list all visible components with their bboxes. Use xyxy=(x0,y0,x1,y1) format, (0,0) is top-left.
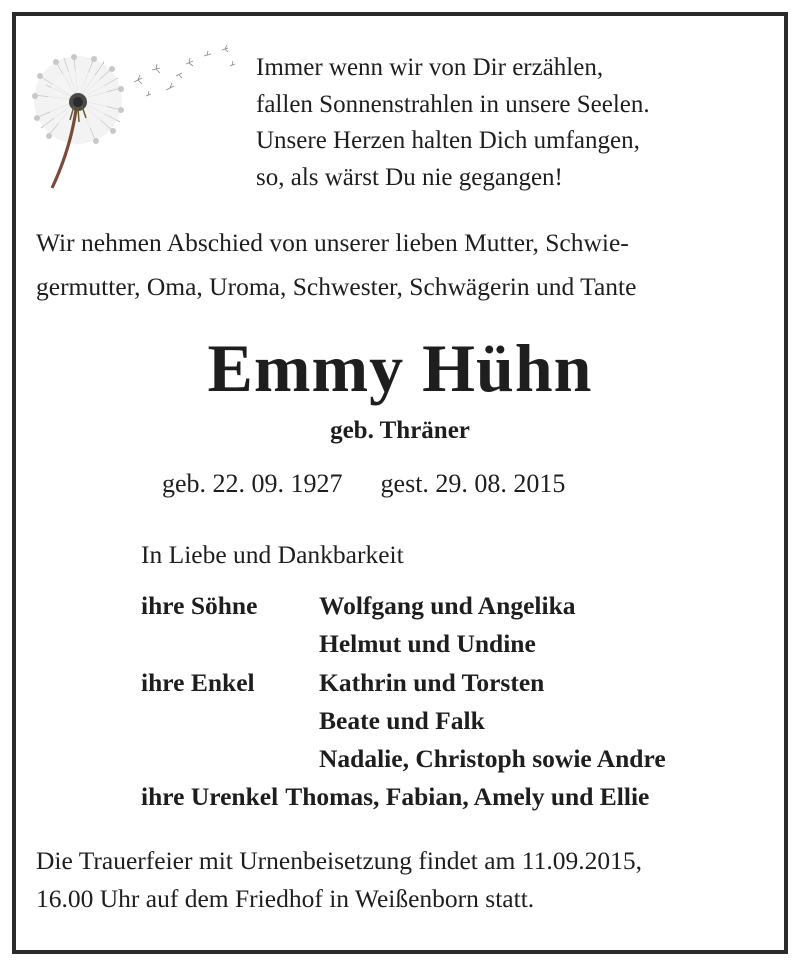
poem-line: so, als wärst Du nie gegangen! xyxy=(256,163,563,191)
mourner-names: Beate und Falk xyxy=(319,705,485,735)
mourner-row xyxy=(141,664,666,702)
mourner-names: Nadalie, Christoph sowie Andre xyxy=(319,744,666,774)
poem-line: Immer wenn wir von Dir erzählen, xyxy=(256,54,604,81)
poem-line: Unsere Herzen halten Dich umfangen, xyxy=(256,127,640,154)
mourner-names: Thomas, Fabian, Amely und Ellie xyxy=(285,782,650,812)
thanks-line: In Liebe und Dankbarkeit xyxy=(141,540,404,569)
deceased-name: Emmy Hühn xyxy=(207,330,593,406)
mourner-names: Kathrin und Torsten xyxy=(319,667,545,697)
death-date: gest. 29. 08. 2015 xyxy=(380,469,566,498)
mourner-row xyxy=(141,740,666,778)
funeral-notice xyxy=(36,842,642,918)
mourner-row xyxy=(141,702,666,740)
mourner-role: ihre Söhne xyxy=(141,591,258,620)
mourner-row xyxy=(141,778,666,816)
mourner-role: ihre Enkel xyxy=(141,667,255,697)
mourner-row xyxy=(141,587,666,625)
life-dates xyxy=(162,466,565,502)
poem-line: fallen Sonnenstrahlen in unsere Seelen. xyxy=(256,90,650,118)
maiden-name: geb. Thräner xyxy=(330,417,470,444)
funeral-line: 16.00 Uhr auf dem Friedhof in Weißenborn statt. xyxy=(36,884,535,913)
mourner-names: Wolfgang und Angelika xyxy=(319,591,576,620)
birth-date: geb. 22. 09. 1927 xyxy=(162,469,343,498)
mourner-role xyxy=(141,625,319,663)
mourner-row xyxy=(141,625,666,663)
dandelion-illustration xyxy=(26,40,241,190)
intro-line: Wir nehmen Abschied von unserer lieben Mutter, Schwie- xyxy=(36,228,629,257)
funeral-line: Die Trauerfeier mit Urnenbeisetzung findet am 11.09.2015, xyxy=(36,846,642,875)
mourner-role: ihre Urenkel xyxy=(141,782,279,812)
mourner-role xyxy=(141,702,319,740)
mourners-list xyxy=(141,587,666,817)
farewell-intro xyxy=(36,221,766,309)
intro-line: germutter, Oma, Uroma, Schwester, Schwägerin und Tante xyxy=(36,272,637,301)
poem xyxy=(256,50,650,196)
mourner-role xyxy=(141,740,319,778)
mourner-names: Helmut und Undine xyxy=(319,629,536,659)
